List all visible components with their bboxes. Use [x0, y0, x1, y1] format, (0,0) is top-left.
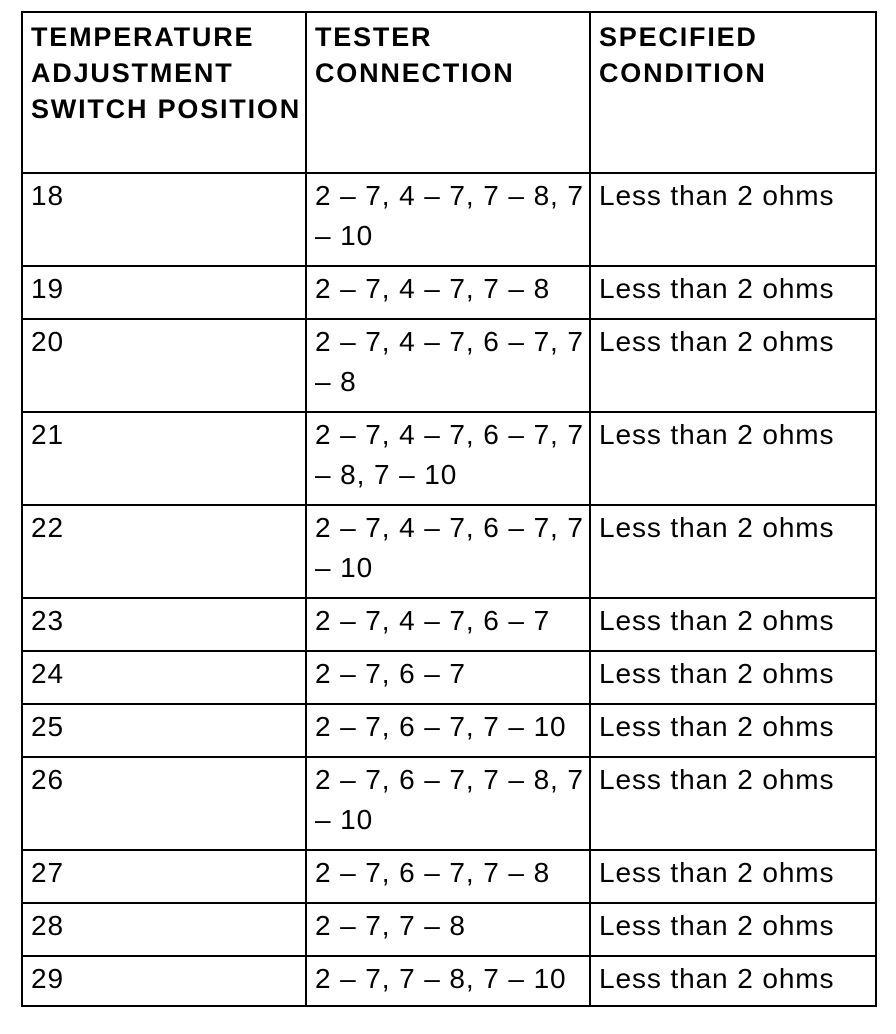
- tester-connection-cell: 2 – 7, 6 – 7, 7 – 8: [306, 850, 590, 903]
- table-row: [22, 956, 876, 1006]
- table-row: [22, 651, 876, 704]
- tester-connection-cell: 2 – 7, 6 – 7: [306, 651, 590, 704]
- table-row: [22, 505, 876, 598]
- table-row: [22, 598, 876, 651]
- specified-condition-cell: Less than 2 ohms: [590, 850, 876, 903]
- table-row: [22, 903, 876, 956]
- switch-position-cell: 29: [22, 956, 306, 1006]
- specified-condition-cell: Less than 2 ohms: [590, 704, 876, 757]
- tester-connection-cell: 2 – 7, 4 – 7, 6 – 7, 7 – 8: [306, 319, 590, 412]
- tester-connection-cell: 2 – 7, 7 – 8: [306, 903, 590, 956]
- table-row: [22, 266, 876, 319]
- tester-connection-cell: 2 – 7, 4 – 7, 6 – 7, 7 – 8, 7 – 10: [306, 412, 590, 505]
- switch-position-cell: 22: [22, 505, 306, 598]
- table-row: [22, 850, 876, 903]
- header-tester-connection: TESTER CONNECTION: [306, 12, 590, 173]
- table-row: [22, 757, 876, 850]
- specified-condition-cell: Less than 2 ohms: [590, 266, 876, 319]
- table-row: [22, 319, 876, 412]
- switch-position-cell: 24: [22, 651, 306, 704]
- switch-position-cell: 26: [22, 757, 306, 850]
- table-row: [22, 704, 876, 757]
- tester-connection-cell: 2 – 7, 4 – 7, 6 – 7: [306, 598, 590, 651]
- tester-connection-cell: 2 – 7, 6 – 7, 7 – 8, 7 – 10: [306, 757, 590, 850]
- switch-position-cell: 20: [22, 319, 306, 412]
- specified-condition-cell: Less than 2 ohms: [590, 598, 876, 651]
- specified-condition-cell: Less than 2 ohms: [590, 505, 876, 598]
- specified-condition-cell: Less than 2 ohms: [590, 757, 876, 850]
- tester-connection-cell: 2 – 7, 6 – 7, 7 – 10: [306, 704, 590, 757]
- table-row: [22, 173, 876, 266]
- tester-connection-cell: 2 – 7, 4 – 7, 6 – 7, 7 – 10: [306, 505, 590, 598]
- switch-position-cell: 27: [22, 850, 306, 903]
- switch-position-cell: 19: [22, 266, 306, 319]
- switch-position-cell: 23: [22, 598, 306, 651]
- tester-connection-cell: 2 – 7, 7 – 8, 7 – 10: [306, 956, 590, 1006]
- tester-connection-cell: 2 – 7, 4 – 7, 7 – 8, 7 – 10: [306, 173, 590, 266]
- table-row: [22, 412, 876, 505]
- header-switch-position: TEMPERATURE ADJUSTMENT SWITCH POSITION: [22, 12, 306, 173]
- switch-position-cell: 25: [22, 704, 306, 757]
- switch-position-cell: 21: [22, 412, 306, 505]
- specified-condition-cell: Less than 2 ohms: [590, 319, 876, 412]
- header-row: [22, 12, 876, 173]
- header-specified-condition: SPECIFIED CONDITION: [590, 12, 876, 173]
- specified-condition-cell: Less than 2 ohms: [590, 956, 876, 1006]
- switch-position-table: [21, 11, 877, 1007]
- tester-connection-cell: 2 – 7, 4 – 7, 7 – 8: [306, 266, 590, 319]
- switch-position-cell: 28: [22, 903, 306, 956]
- specified-condition-cell: Less than 2 ohms: [590, 173, 876, 266]
- specified-condition-cell: Less than 2 ohms: [590, 651, 876, 704]
- specified-condition-cell: Less than 2 ohms: [590, 412, 876, 505]
- switch-position-cell: 18: [22, 173, 306, 266]
- specified-condition-cell: Less than 2 ohms: [590, 903, 876, 956]
